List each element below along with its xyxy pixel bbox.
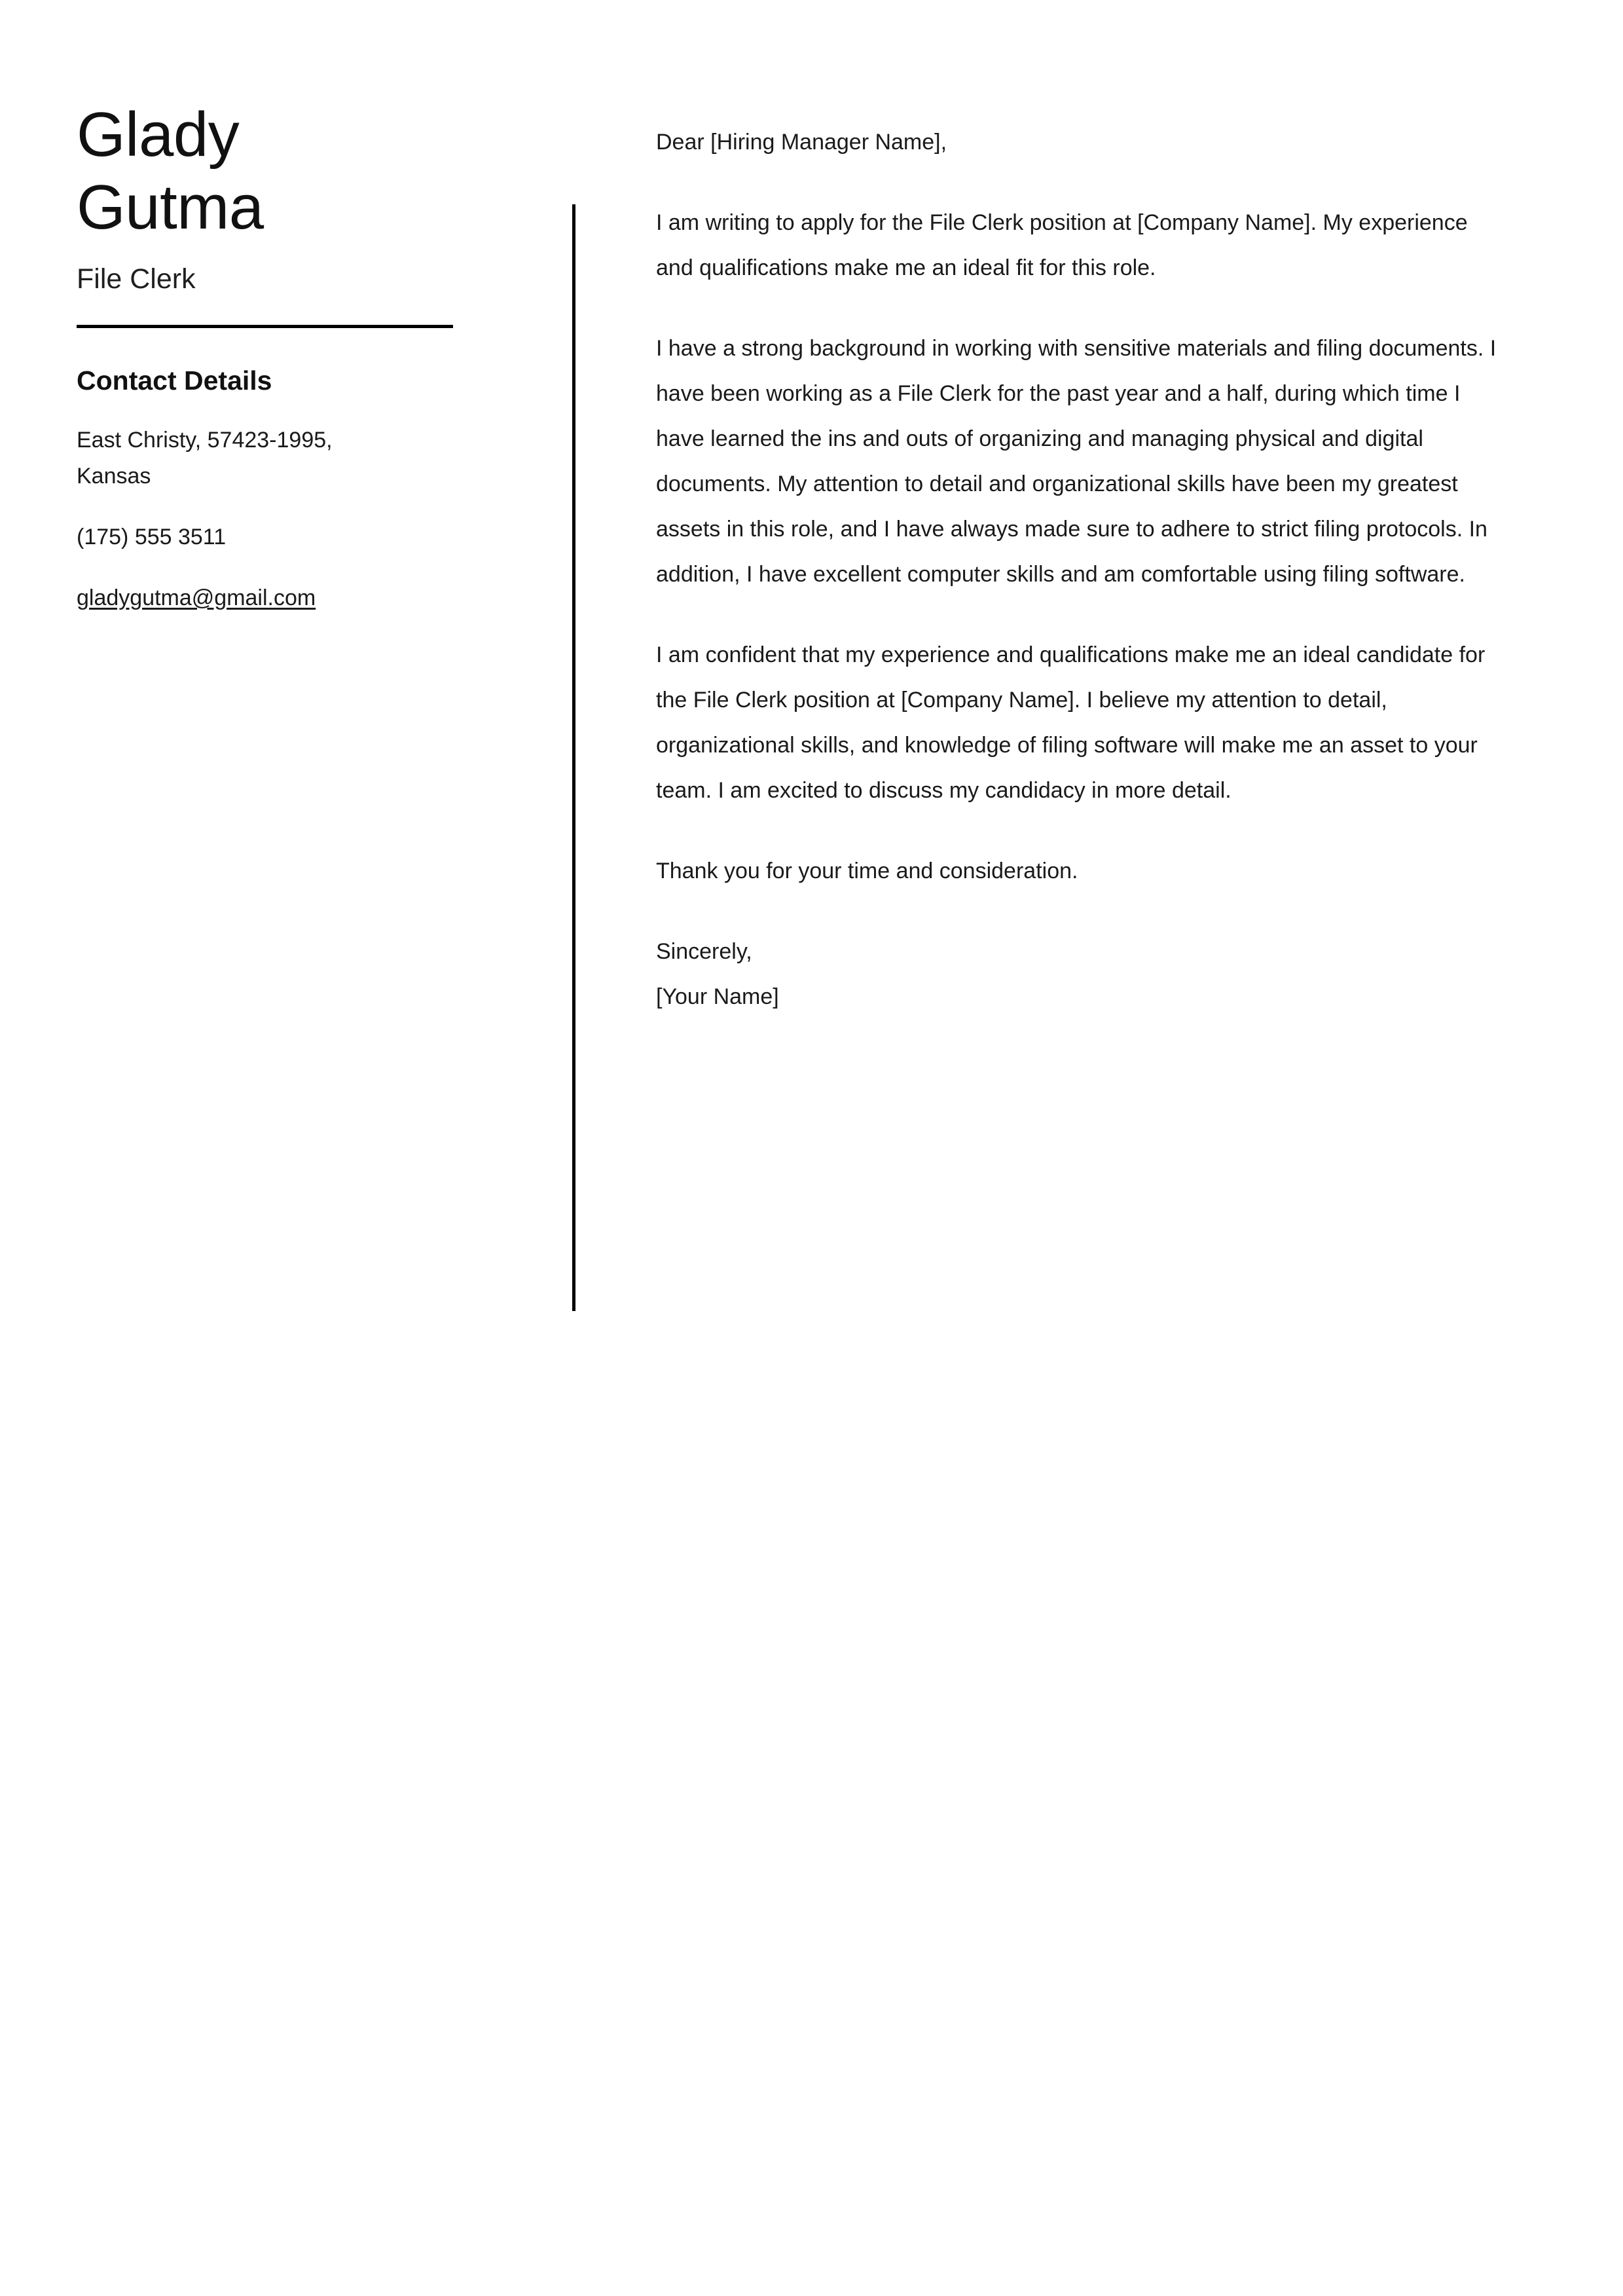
candidate-job-title: File Clerk — [77, 263, 196, 295]
contact-email-row — [77, 555, 469, 616]
contact-email-link[interactable]: gladygutma@gmail.com — [77, 585, 316, 610]
contact-details-list — [77, 422, 469, 616]
letter-paragraph-1: I am writing to apply for the File Clerk position at [Company Name]. My experience and qualifications make me an ideal fit for this role. — [656, 210, 1468, 281]
letter-paragraph-2: I have a strong background in working with sensitive materials and filing documents. I have been working as a File Clerk for the past year and a half, during which time I have learned the ins and outs of organizing and managing physical and digital documents. My attention to detail and organizational skills have been my greatest assets in this role, and I have always made sure to adhere to strict filing protocols. In addition, I have excellent computer skills and am comfortable using filing software. — [656, 336, 1497, 587]
contact-phone: (175) 555 3511 — [77, 524, 227, 549]
letter-closing: Sincerely, — [656, 939, 752, 965]
letter-thanks: Thank you for your time and consideration. — [656, 859, 1078, 884]
letter-body — [656, 120, 1497, 1020]
letter-paragraph-3: I am confident that my experience and qualifications make me an ideal candidate for the File Clerk position at [Company Name]. I believe my attention to detail, organizational skills, and knowledge of filing software will make me an asset to your team. I am excited to discuss my candidacy in more detail. — [656, 642, 1486, 804]
column-divider-line — [572, 204, 575, 1311]
candidate-name — [77, 98, 469, 244]
candidate-last-name: Gutma — [77, 172, 264, 243]
candidate-first-name: Glady — [77, 100, 240, 170]
contact-address: East Christy, 57423-1995, Kansas — [77, 427, 333, 489]
letter-signature: [Your Name] — [656, 984, 779, 1010]
sidebar — [77, 98, 469, 616]
contact-details-heading: Contact Details — [77, 365, 272, 396]
letter-salutation: Dear [Hiring Manager Name], — [656, 130, 947, 155]
sidebar-divider-rule — [77, 325, 453, 328]
